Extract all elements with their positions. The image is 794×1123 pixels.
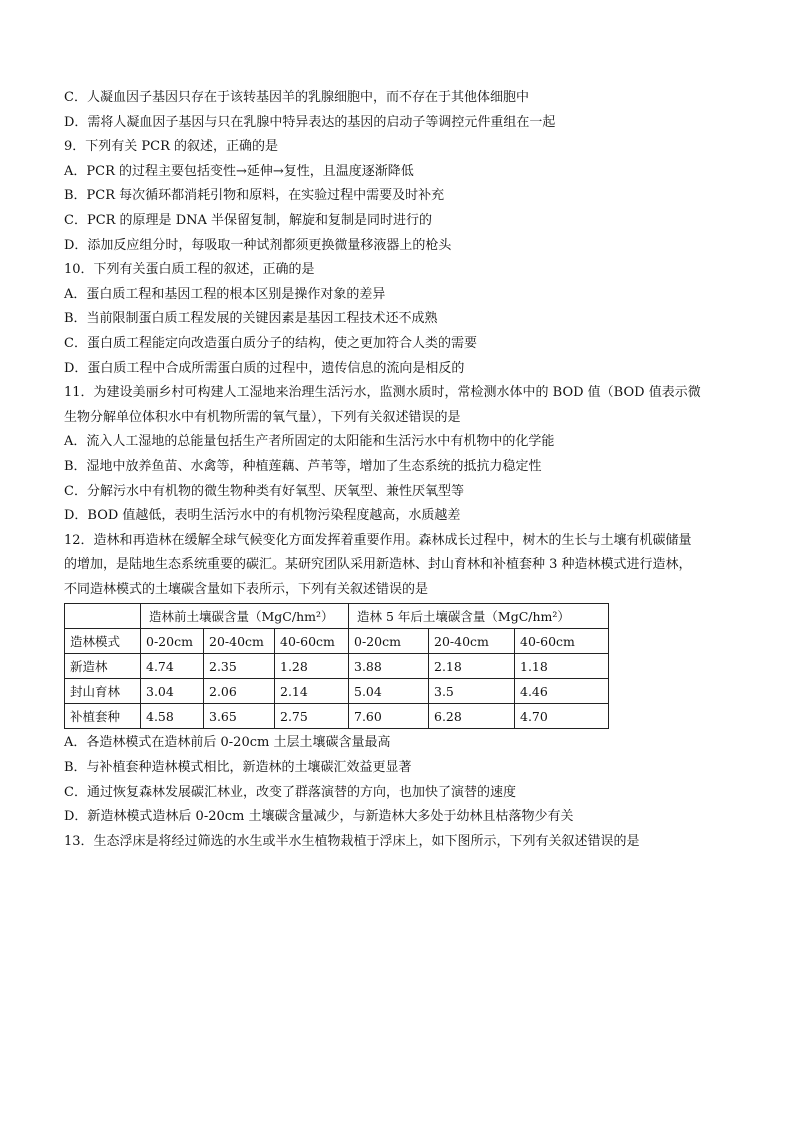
value-cell: 3.5 <box>429 679 515 704</box>
depth-cell: 20-40cm <box>204 629 275 654</box>
option-10d: D．蛋白质工程中合成所需蛋白质的过程中，遗传信息的流向是相反的 <box>64 360 465 376</box>
option-12d: D．新造林模式造林后 0-20cm 土壤碳含量减少，与新造林大多处于幼林且枯落物少有关 <box>64 809 574 825</box>
value-cell: 3.04 <box>141 679 204 704</box>
question-text-top <box>64 86 744 602</box>
depth-cell: 0-20cm <box>349 629 429 654</box>
option-12c: C．通过恢复森林发展碳汇林业，改变了群落演替的方向，也加快了演替的速度 <box>64 784 516 800</box>
value-cell: 5.04 <box>349 679 429 704</box>
mode-cell: 补植套种 <box>65 704 141 729</box>
option-8c: C．人凝血因子基因只存在于该转基因羊的乳腺细胞中，而不存在于其他体细胞中 <box>64 90 529 105</box>
header-after: 造林 5 年后土壤碳含量（MgC/hm²） <box>349 604 609 629</box>
option-11b: B．湿地中放养鱼苗、水禽等，种植莲藕、芦苇等，增加了生态系统的抵抗力稳定性 <box>64 458 542 474</box>
table-header-row <box>65 604 609 629</box>
table-corner-cell <box>65 604 141 629</box>
depth-cell: 40-60cm <box>515 629 609 654</box>
exam-page <box>64 86 744 854</box>
question-9-stem: 9．下列有关 PCR 的叙述，正确的是 <box>64 139 279 155</box>
option-10a: A．蛋白质工程和基因工程的根本区别是操作对象的差异 <box>64 286 386 302</box>
depth-cell: 40-60cm <box>275 629 349 654</box>
value-cell: 1.18 <box>515 654 609 679</box>
value-cell: 2.35 <box>204 654 275 679</box>
value-cell: 4.74 <box>141 654 204 679</box>
option-9c: C．PCR 的原理是 DNA 半保留复制，解旋和复制是同时进行的 <box>64 212 433 228</box>
option-9b: B．PCR 每次循环都消耗引物和原料，在实验过程中需要及时补充 <box>64 188 445 204</box>
option-12a: A．各造林模式在造林前后 0-20cm 土层土壤碳含量最高 <box>64 735 391 751</box>
option-10c: C．蛋白质工程能定向改造蛋白质分子的结构，使之更加符合人类的需要 <box>64 335 477 351</box>
question-12-stem-line-2: 的增加，是陆地生态系统重要的碳汇。某研究团队采用新造林、封山育林和补植套种 3 种造林模式进行造林， <box>64 557 692 573</box>
mode-cell: 新造林 <box>65 654 141 679</box>
question-text-bottom <box>64 731 744 854</box>
table-depth-row <box>65 629 609 654</box>
value-cell: 7.60 <box>349 704 429 729</box>
value-cell: 2.06 <box>204 679 275 704</box>
depth-cell: 0-20cm <box>141 629 204 654</box>
value-cell: 3.88 <box>349 654 429 679</box>
value-cell: 6.28 <box>429 704 515 729</box>
option-10b: B．当前限制蛋白质工程发展的关键因素是基因工程技术还不成熟 <box>64 311 438 327</box>
option-11d: D．BOD 值越低，表明生活污水中的有机物污染程度越高，水质越差 <box>64 508 461 524</box>
option-11c: C．分解污水中有机物的微生物种类有好氧型、厌氧型、兼性厌氧型等 <box>64 483 464 499</box>
option-12b: B．与补植套种造林模式相比，新造林的土壤碳汇效益更显著 <box>64 760 412 776</box>
depth-cell: 20-40cm <box>429 629 515 654</box>
question-12-stem-line-1: 12．造林和再造林在缓解全球气候变化方面发挥着重要作用。森林成长过程中，树木的生长与土壤有机碳储量 <box>64 532 692 548</box>
option-9d: D．添加反应组分时，每吸取一种试剂都须更换微量移液器上的枪头 <box>64 237 452 253</box>
value-cell: 2.14 <box>275 679 349 704</box>
question-11-stem-line-2: 生物分解单位体积水中有机物所需的氧气量），下列有关叙述错误的是 <box>64 409 461 425</box>
row-label-header: 造林模式 <box>65 629 141 654</box>
soil-carbon-table <box>64 603 609 729</box>
value-cell: 2.75 <box>275 704 349 729</box>
mode-cell: 封山育林 <box>65 679 141 704</box>
value-cell: 2.18 <box>429 654 515 679</box>
value-cell: 4.70 <box>515 704 609 729</box>
table-row <box>65 704 609 729</box>
question-12-stem-line-3: 不同造林模式的土壤碳含量如下表所示，下列有关叙述错误的是 <box>64 581 429 597</box>
value-cell: 3.65 <box>204 704 275 729</box>
value-cell: 4.46 <box>515 679 609 704</box>
question-13-stem: 13．生态浮床是将经过筛选的水生或半水生植物栽植于浮床上，如下图所示，下列有关叙述错误的是 <box>64 833 640 849</box>
option-9a: A．PCR 的过程主要包括变性→延伸→复性，且温度逐渐降低 <box>64 163 414 179</box>
header-before: 造林前土壤碳含量（MgC/hm²） <box>141 604 349 629</box>
value-cell: 1.28 <box>275 654 349 679</box>
table-row <box>65 679 609 704</box>
table-row <box>65 654 609 679</box>
value-cell: 4.58 <box>141 704 204 729</box>
option-11a: A．流入人工湿地的总能量包括生产者所固定的太阳能和生活污水中有机物中的化学能 <box>64 434 555 450</box>
question-10-stem: 10．下列有关蛋白质工程的叙述，正确的是 <box>64 262 315 278</box>
question-11-stem-line-1: 11．为建设美丽乡村可构建人工湿地来治理生活污水，监测水质时，常检测水体中的 BOD 值（BOD 值表示微 <box>64 385 701 401</box>
option-8d: D．需将人凝血因子基因与只在乳腺中特异表达的基因的启动子等调控元件重组在一起 <box>64 114 556 130</box>
